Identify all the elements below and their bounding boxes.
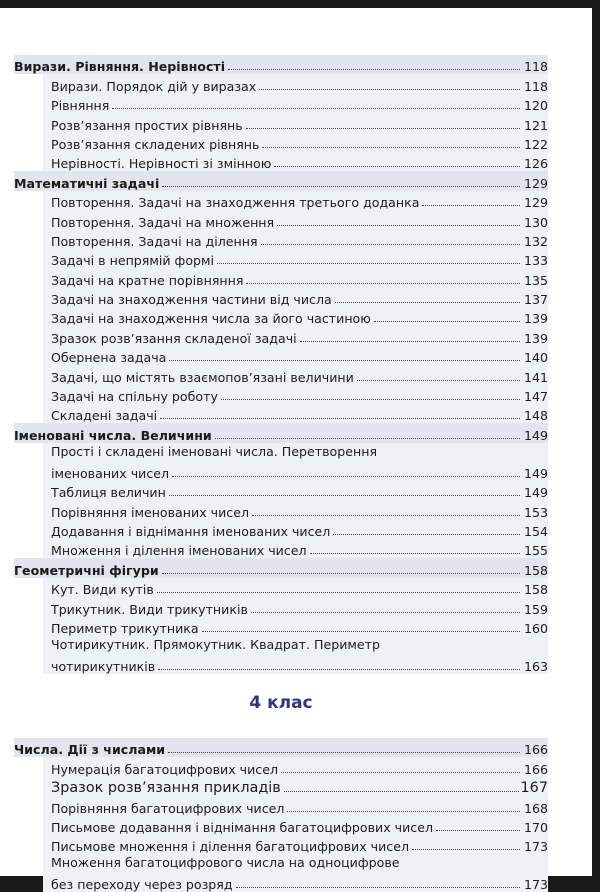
entry-title: Задачі, що містять взаємопов’язані величини (51, 369, 354, 385)
page-number: 139 (523, 330, 548, 346)
toc-section-entry (14, 55, 548, 74)
entry-title-line2: чотирикутників (51, 658, 156, 674)
dot-leader (246, 118, 520, 129)
page-number: 133 (523, 253, 548, 269)
entry-title: Письмове додавання і віднімання багатоцифрових чисел (51, 819, 434, 835)
dot-leader (262, 137, 520, 148)
page-number: 126 (523, 156, 548, 172)
dot-leader (259, 79, 520, 90)
dot-leader (261, 234, 520, 245)
entry-title: Додавання і віднімання іменованих чисел (51, 523, 331, 539)
dot-leader (333, 524, 520, 535)
page-number: 158 (523, 582, 548, 598)
dot-leader (157, 582, 520, 593)
entry-title: Задачі на знаходження частини від числа (51, 292, 332, 308)
entry-title: Повторення. Задачі на знаходження третього доданка (51, 195, 420, 211)
toc-entry (43, 152, 548, 171)
entry-title: Трикутник. Види трикутників (51, 601, 248, 617)
toc-entry (43, 133, 548, 152)
entry-title-line1: Множення багатоцифрового числа на одноцифрове (51, 855, 400, 871)
entry-title: Порівняння іменованих чисел (51, 504, 249, 520)
toc-entry (43, 74, 548, 93)
page-number: 155 (523, 543, 548, 559)
table-of-contents (14, 55, 548, 892)
toc-entry (43, 777, 548, 796)
page-number: 160 (523, 620, 548, 636)
toc-entry (43, 835, 548, 854)
page-number: 141 (523, 369, 548, 385)
entry-title: Периметр трикутника (51, 620, 199, 636)
page-number: 140 (523, 350, 548, 366)
toc-entry (43, 539, 548, 558)
page-number: 166 (523, 761, 548, 777)
entry-title: Письмове множення і ділення багатоцифрових чисел (51, 839, 410, 855)
page-number: 154 (523, 523, 548, 539)
toc-section-entry (14, 423, 548, 442)
page-number: 130 (523, 214, 548, 230)
entry-title: Складені задачі (51, 408, 158, 424)
dot-leader (274, 156, 520, 167)
toc-entry (43, 230, 548, 249)
dot-leader (277, 215, 520, 226)
toc-entry (43, 500, 548, 519)
dot-leader (202, 621, 520, 632)
section-title: Геометричні фігури (14, 562, 159, 578)
page-number: 129 (523, 175, 548, 191)
dot-leader (236, 877, 520, 888)
page-number: 163 (523, 658, 548, 674)
toc-entry (43, 854, 548, 892)
page-number: 173 (523, 877, 548, 892)
dot-leader (172, 466, 520, 477)
dot-leader (287, 801, 520, 812)
grade-heading: 4 клас (249, 692, 313, 713)
page-number: 118 (523, 78, 548, 94)
page-number: 173 (523, 839, 548, 855)
page-number: 132 (523, 233, 548, 249)
page-number: 137 (523, 292, 548, 308)
dot-leader (215, 428, 520, 439)
toc-entry (43, 94, 548, 113)
dot-leader (112, 98, 520, 109)
dot-leader (221, 389, 520, 400)
entry-title: Задачі на знаходження числа за його частиною (51, 311, 371, 327)
dot-leader (162, 176, 520, 187)
toc-entry (43, 597, 548, 616)
toc-entry (43, 249, 548, 268)
page-number: 135 (523, 272, 548, 288)
entry-title: Розв’язання складених рівнянь (51, 136, 260, 152)
toc-entry (43, 346, 548, 365)
dot-leader (335, 292, 520, 303)
entry-title: Нумерація багатоцифрових чисел (51, 761, 279, 777)
section-title: Числа. Дії з числами (14, 742, 166, 758)
dot-leader (357, 370, 520, 381)
page-number: 122 (523, 136, 548, 152)
book-page (0, 8, 592, 892)
toc-list-grade-4 (14, 738, 548, 892)
entry-title: Задачі в непрямій формі (51, 253, 215, 269)
dot-leader (217, 253, 520, 264)
entry-title-line2: без переходу через розряд (51, 877, 233, 892)
section-title: Вирази. Рівняння. Нерівності (14, 59, 226, 75)
entry-title: Порівняння багатоцифрових чисел (51, 800, 285, 816)
page-number: 170 (523, 819, 548, 835)
toc-entry (43, 520, 548, 539)
page-number: 118 (523, 59, 548, 75)
toc-entry (43, 757, 548, 776)
entry-title: Нерівності. Нерівності зі змінною (51, 156, 272, 172)
page-number: 168 (523, 800, 548, 816)
dot-leader (246, 273, 520, 284)
page-number: 147 (523, 389, 548, 405)
toc-entry (43, 796, 548, 815)
dot-leader (422, 195, 520, 206)
dot-leader (228, 59, 520, 70)
toc-section-entry (14, 738, 548, 757)
entry-title: Розв’язання простих рівнянь (51, 117, 243, 133)
toc-section-entry (14, 558, 548, 577)
toc-entry (43, 307, 548, 326)
toc-entry (43, 326, 548, 345)
toc-entry (43, 481, 548, 500)
toc-entry (43, 443, 548, 481)
entry-title: Задачі на кратне порівняння (51, 272, 244, 288)
dot-leader (436, 820, 520, 831)
toc-entry (43, 365, 548, 384)
dot-leader (162, 563, 520, 574)
entry-title: Задачі на спільну роботу (51, 389, 218, 405)
page-number: 121 (523, 117, 548, 133)
toc-entry (43, 404, 548, 423)
page-number: 149 (523, 465, 548, 481)
entry-title: Кут. Види кутів (51, 582, 154, 598)
toc-entry (43, 268, 548, 287)
entry-title: Вирази. Порядок дій у виразах (51, 78, 257, 94)
toc-entry (43, 191, 548, 210)
entry-title: Таблиця величин (51, 485, 166, 501)
page-number: 167 (520, 780, 548, 797)
toc-section-entry (14, 171, 548, 190)
page-number: 148 (523, 408, 548, 424)
dot-leader (310, 543, 520, 554)
page-number: 166 (523, 742, 548, 758)
entry-title: Множення і ділення іменованих чисел (51, 543, 307, 559)
entry-title: Повторення. Задачі на множення (51, 214, 275, 230)
page-number: 120 (523, 98, 548, 114)
entry-title-line1: Прості і складені іменовані числа. Перетворення (51, 443, 378, 459)
dot-leader (158, 659, 520, 670)
page-number: 149 (523, 485, 548, 501)
entry-title-line2: іменованих чисел (51, 465, 170, 481)
dot-leader (169, 350, 520, 361)
toc-entry (43, 636, 548, 674)
dot-leader (251, 602, 520, 613)
dot-leader (412, 839, 520, 850)
section-title: Математичні задачі (14, 175, 160, 191)
dot-leader (168, 742, 520, 753)
page-number: 159 (523, 601, 548, 617)
dot-leader (281, 762, 520, 773)
entry-title: Повторення. Задачі на ділення (51, 233, 258, 249)
toc-list-grade-3 (14, 55, 548, 674)
toc-entry (43, 210, 548, 229)
dot-leader (169, 485, 520, 496)
dot-leader (252, 505, 520, 516)
toc-entry (43, 385, 548, 404)
entry-title: Зразок розв’язання прикладів (51, 780, 281, 797)
section-title: Іменовані числа. Величини (14, 427, 212, 443)
dot-leader (374, 311, 520, 322)
dot-leader (160, 408, 520, 419)
entry-title-line1: Чотирикутник. Прямокутник. Квадрат. Периметр (51, 636, 380, 652)
page-number: 158 (523, 562, 548, 578)
entry-title: Обернена задача (51, 350, 167, 366)
toc-entry (43, 578, 548, 597)
entry-title: Рівняння (51, 98, 110, 114)
toc-entry (43, 816, 548, 835)
page-number: 129 (523, 195, 548, 211)
page-number: 139 (523, 311, 548, 327)
dot-leader (284, 781, 519, 792)
toc-entry (43, 617, 548, 636)
toc-entry (43, 288, 548, 307)
page-number: 153 (523, 504, 548, 520)
dot-leader (300, 331, 520, 342)
toc-entry (43, 113, 548, 132)
entry-title: Зразок розв’язання складеної задачі (51, 330, 297, 346)
page-number: 149 (523, 427, 548, 443)
